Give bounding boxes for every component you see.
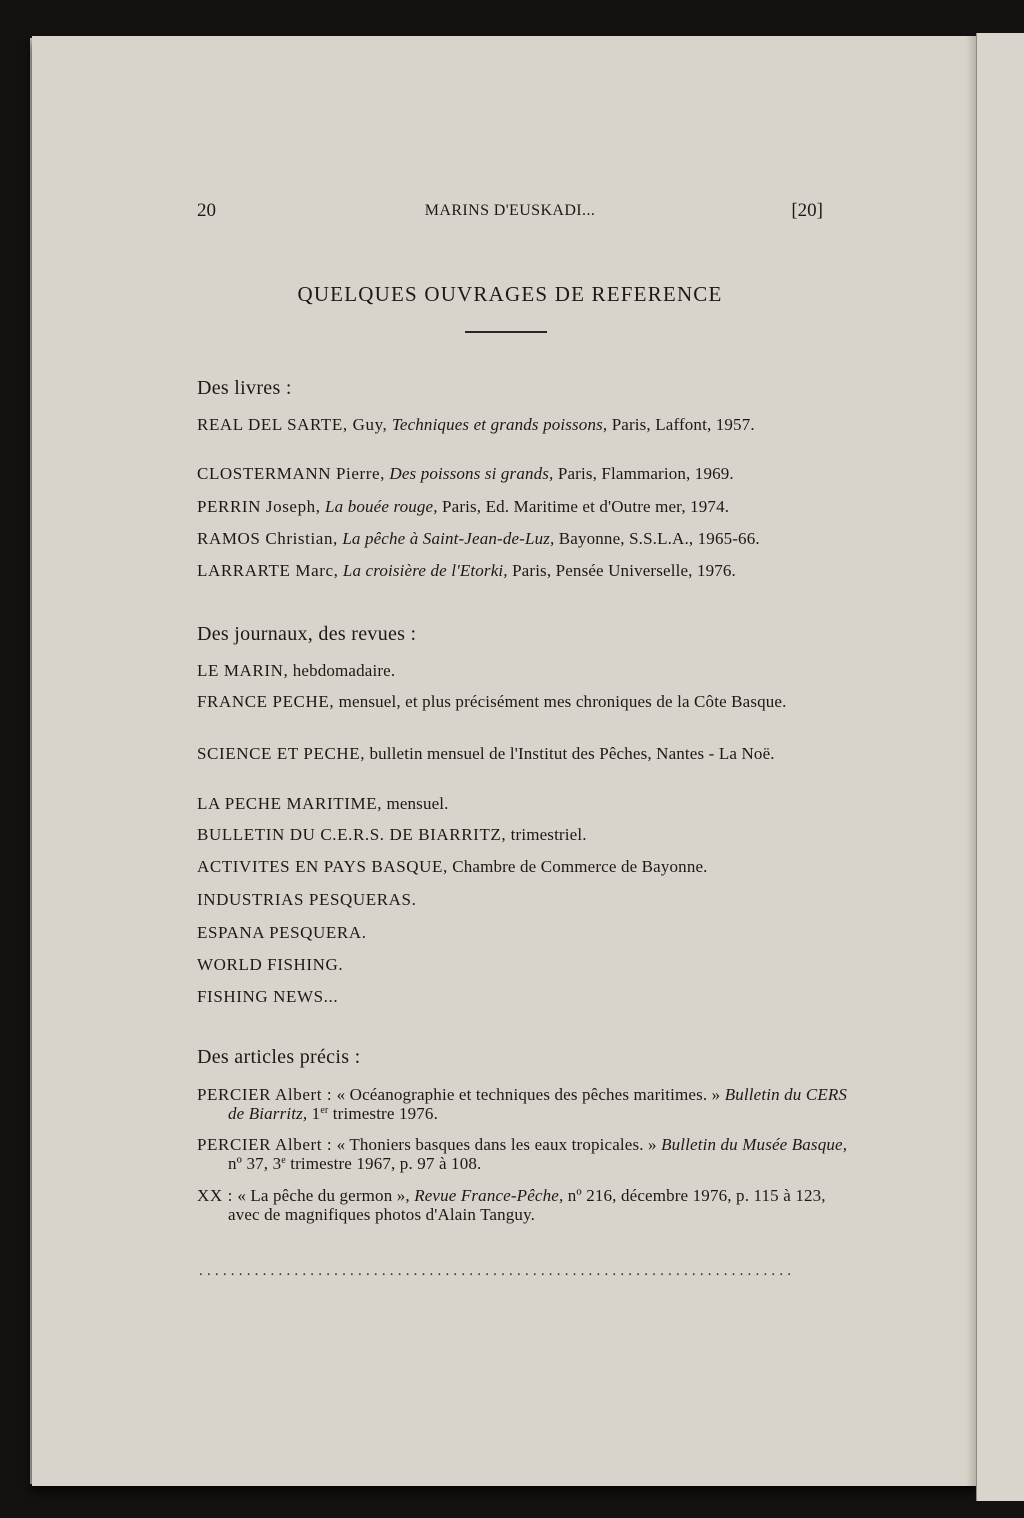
entry-publication: Paris, Laffont, 1957. (611, 415, 755, 434)
journal-entry (197, 955, 858, 974)
journal-name: LA PECHE MARITIME, (197, 794, 383, 813)
journal-description: mensuel, et plus précisément mes chroniques de la Côte Basque. (338, 692, 787, 711)
entry-author: PERRIN Joseph, (197, 497, 321, 516)
article-author: PERCIER Albert : (197, 1085, 333, 1104)
article-source: Revue France-Pêche, (414, 1186, 564, 1205)
book-entry (197, 464, 858, 483)
article-ordinal: 3 (272, 1154, 282, 1173)
journal-name: FISHING NEWS... (197, 987, 339, 1006)
article-issue: nº 37, (228, 1154, 269, 1173)
facing-page-edge (976, 33, 1024, 1501)
journal-name: SCIENCE ET PECHE, (197, 744, 366, 763)
section-heading-books: Des livres : (197, 377, 292, 399)
article-ordinal-suffix: e (281, 1155, 286, 1166)
article-entry (197, 1186, 858, 1224)
entry-publication: Paris, Pensée Universelle, 1976. (512, 561, 736, 580)
journal-entry (197, 987, 858, 1006)
title-rule-divider (465, 331, 547, 333)
gutter-shadow (966, 36, 976, 1486)
section-heading-journals: Des journaux, des revues : (197, 623, 417, 645)
entry-author: LARRARTE Marc, (197, 561, 339, 580)
bracket-page-number: [20] (791, 200, 823, 221)
article-title: « Thoniers basques dans les eaux tropicales. » (336, 1135, 657, 1154)
article-entry (197, 1085, 858, 1123)
article-source: Bulletin du CERS de Biarritz, (228, 1085, 848, 1123)
journal-entry (197, 857, 858, 876)
book-entry (197, 561, 858, 580)
journal-entry (197, 923, 858, 942)
entry-publication: Paris, Flammarion, 1969. (557, 464, 734, 483)
entry-publication: Bayonne, S.S.L.A., 1965-66. (558, 529, 760, 548)
running-title: MARINS D'EUSKADI... (424, 202, 596, 219)
journal-entry (197, 825, 858, 844)
article-date: trimestre 1976. (332, 1104, 438, 1123)
article-entry (197, 1135, 858, 1173)
entry-author: RAMOS Christian, (197, 529, 338, 548)
entry-author: CLOSTERMANN Pierre, (197, 464, 385, 483)
article-date: trimestre 1967, p. 97 à 108. (290, 1154, 482, 1173)
journal-name: BULLETIN DU C.E.R.S. DE BIARRITZ, (197, 825, 507, 844)
entry-title: Techniques et grands poissons, (391, 415, 608, 434)
journal-name: WORLD FISHING. (197, 955, 344, 974)
article-author: XX : (197, 1186, 233, 1205)
journal-entry (197, 692, 858, 711)
book-entry (197, 529, 858, 548)
article-title: « La pêche du germon », (237, 1186, 410, 1205)
journal-entry (197, 890, 858, 909)
journal-name: ESPANA PESQUERA. (197, 923, 367, 942)
book-entry (197, 415, 858, 434)
journal-description: Chambre de Commerce de Bayonne. (452, 857, 708, 876)
article-source: Bulletin du Musée Basque, (661, 1135, 848, 1154)
journal-entry (197, 794, 858, 813)
journal-description: bulletin mensuel de l'Institut des Pêches, Nantes - La Noë. (369, 744, 775, 763)
entry-title: La bouée rouge, (325, 497, 438, 516)
page-number: 20 (197, 200, 216, 221)
article-ordinal: 1 (311, 1104, 321, 1123)
journal-description: mensuel. (386, 794, 449, 813)
page-title: QUELQUES OUVRAGES DE REFERENCE (297, 282, 723, 306)
journal-entry (197, 744, 858, 763)
journal-name: INDUSTRIAS PESQUERAS. (197, 890, 417, 909)
book-entry (197, 497, 858, 516)
journal-name: FRANCE PECHE, (197, 692, 335, 711)
section-heading-articles: Des articles précis : (197, 1046, 361, 1068)
article-details: nº 216, décembre 1976, p. 115 à 123, avec de magnifiques photos d'Alain Tanguy. (228, 1186, 826, 1224)
running-head (197, 200, 823, 224)
journal-description: trimestriel. (510, 825, 587, 844)
article-ordinal-suffix: er (320, 1105, 329, 1116)
article-author: PERCIER Albert : (197, 1135, 333, 1154)
entry-publication: Paris, Ed. Maritime et d'Outre mer, 1974. (442, 497, 730, 516)
entry-title: La pêche à Saint-Jean-de-Luz, (342, 529, 555, 548)
entry-author: REAL DEL SARTE, Guy, (197, 415, 388, 434)
article-title: « Océanographie et techniques des pêches maritimes. » (336, 1085, 721, 1104)
dotted-separator: ........................................................................... (199, 1263, 796, 1279)
journal-entry (197, 661, 858, 680)
journal-description: hebdomadaire. (292, 661, 396, 680)
entry-title: Des poissons si grands, (389, 464, 554, 483)
journal-name: LE MARIN, (197, 661, 289, 680)
entry-title: La croisière de l'Etorki, (342, 561, 508, 580)
journal-name: ACTIVITES EN PAYS BASQUE, (197, 857, 448, 876)
